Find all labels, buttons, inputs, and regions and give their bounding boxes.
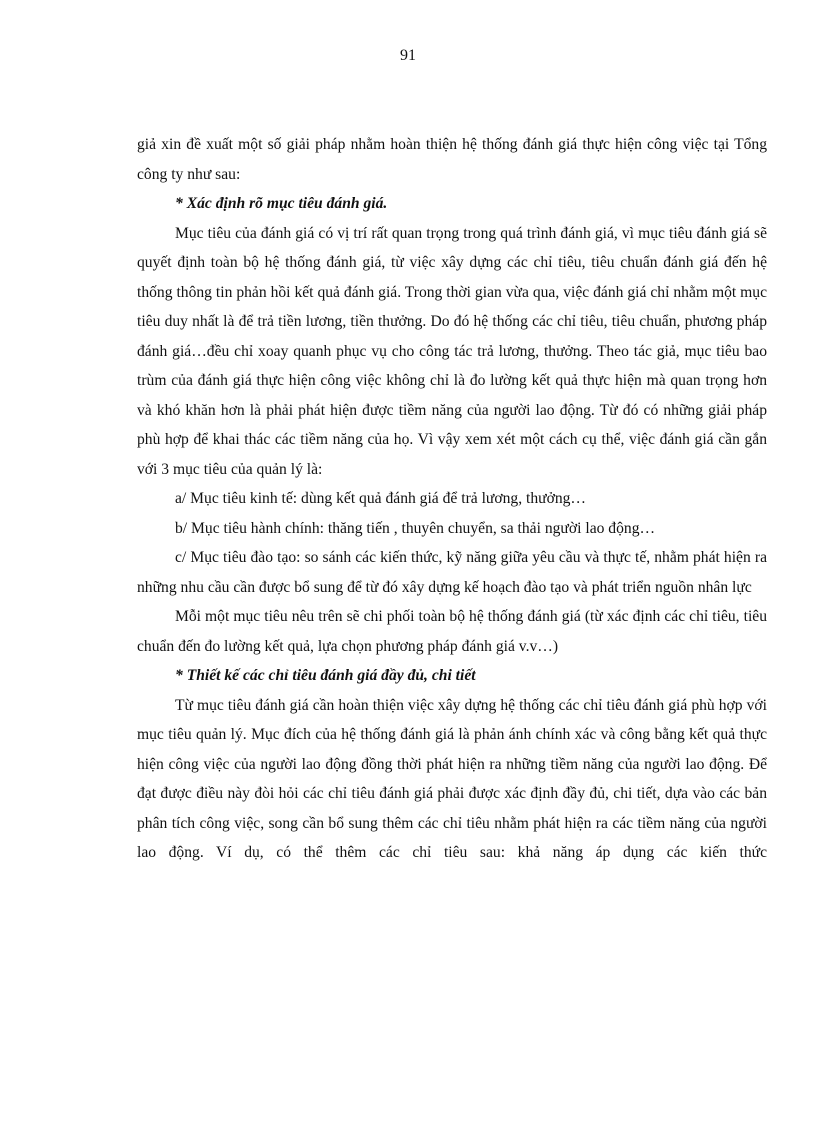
paragraph: Từ mục tiêu đánh giá cần hoàn thiện việc xây dựng hệ thống các chỉ tiêu đánh giá phù hợp với mục tiêu quản lý. Mục đích của hệ thống đánh giá là phản ánh chính xác và công bằng kết quả thực hiện công việc của người lao động đồng thời phát hiện ra những tiềm năng của người lao động. Để đạt được điều này đòi hỏi các chỉ tiêu đánh giá phải được xác định đầy đủ, chi tiết, dựa vào các bản phân tích công việc, song cần bổ sung thêm các chỉ tiêu nhằm phát hiện ra các tiềm năng của người lao động. Ví dụ, có thể thêm các chỉ tiêu sau: khả năng áp dụng các kiến thức xyxy=(137,696,767,861)
list-item: a/ Mục tiêu kinh tế: dùng kết quả đánh giá để trả lương, thưởng… xyxy=(175,490,587,507)
paragraph: Mục tiêu của đánh giá có vị trí rất quan trọng trong quá trình đánh giá, vì mục tiêu đánh giá sẽ quyết định toàn bộ hệ thống đánh giá, từ việc xây dựng các chỉ tiêu, tiêu chuẩn đánh giá đến hệ thống thông tin phản hồi kết quả đánh giá. Trong thời gian vừa qua, việc đánh giá chỉ nhằm một mục tiêu duy nhất là để trả tiền lương, tiền thưởng. Do đó hệ thống các chỉ tiêu, tiêu chuẩn, phương pháp đánh giá…đều chỉ xoay quanh phục vụ cho công tác trả lương, thưởng. Theo tác giả, mục tiêu bao trùm của đánh giá thực hiện công việc không chỉ là đo lường kết quả thực hiện mà quan trọng hơn và khó khăn hơn là phải phát hiện được tiềm năng của người lao động. Từ đó có những giải pháp phù hợp để khai thác các tiềm năng của họ. Vì vậy xem xét một cách cụ thể, việc đánh giá cần gắn với 3 mục tiêu của quản lý là: xyxy=(137,224,767,478)
paragraph: giả xin đề xuất một số giải pháp nhằm hoàn thiện hệ thống đánh giá thực hiện công việc tại Tổng công ty như sau: xyxy=(137,136,767,183)
page-body xyxy=(137,130,767,868)
section-heading: * Thiết kế các chỉ tiêu đánh giá đầy đủ, chi tiết xyxy=(175,667,476,684)
page-number: 91 xyxy=(400,47,416,64)
list-item: b/ Mục tiêu hành chính: thăng tiến , thuyên chuyển, sa thải người lao động… xyxy=(175,519,656,537)
paragraph: Mỗi một mục tiêu nêu trên sẽ chi phối toàn bộ hệ thống đánh giá (từ xác định các chỉ tiêu, tiêu chuẩn đến đo lường kết quả, lựa chọn phương pháp đánh giá v.v…) xyxy=(137,608,767,655)
list-item: c/ Mục tiêu đào tạo: so sánh các kiến thức, kỹ năng giữa yêu cầu và thực tế, nhằm phát hiện ra những nhu cầu cần được bổ sung để từ đó xây dựng kế hoạch đào tạo và phát triển nguồn nhân lực xyxy=(137,549,767,596)
section-heading: * Xác định rõ mục tiêu đánh giá. xyxy=(175,195,388,212)
